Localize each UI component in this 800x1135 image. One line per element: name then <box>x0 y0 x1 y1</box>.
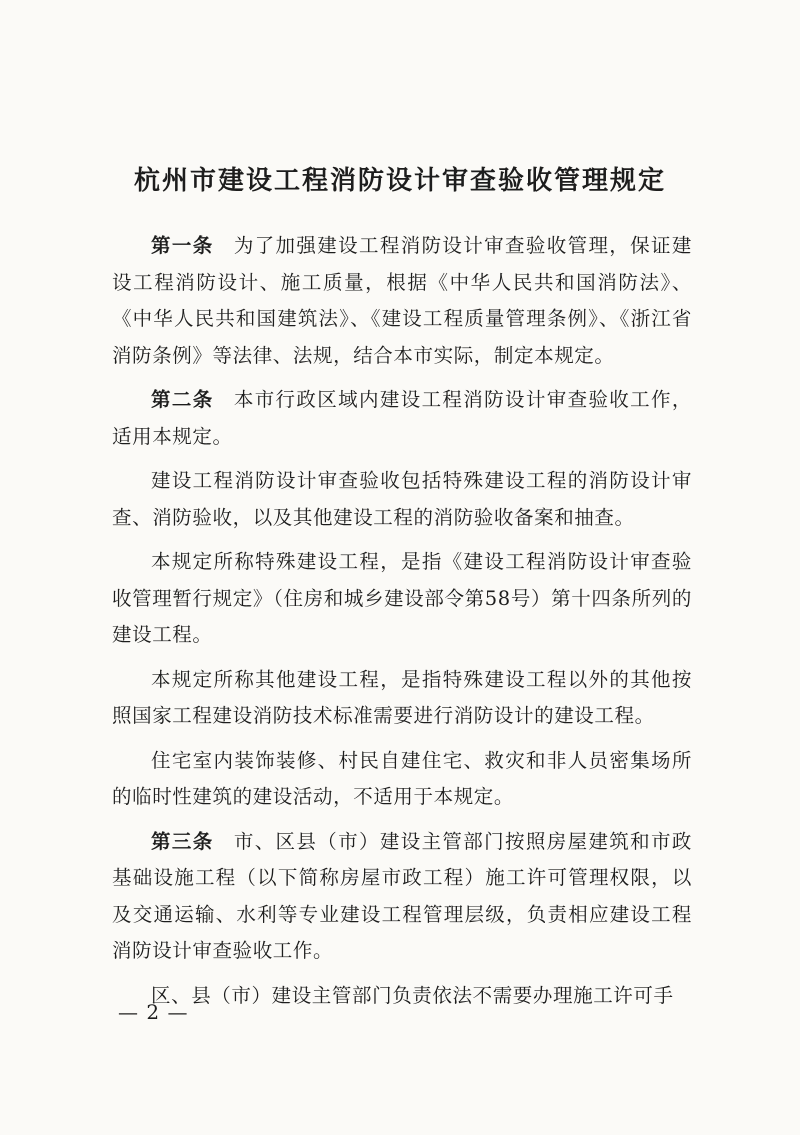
paragraph-text: 市、区县（市）建设主管部门按照房屋建筑和市政基础设施工程（以下简称房屋市政工程）施工许可管理权限，以及交通运输、水利等专业建设工程管理层级，负责相应建设工程消防设计审查验收工作。 <box>112 829 692 962</box>
paragraph-exclusions <box>112 743 692 816</box>
paragraph-article-3 <box>112 824 692 970</box>
document-title: 杭州市建设工程消防设计审查验收管理规定 <box>133 166 666 196</box>
document-body <box>112 228 692 1022</box>
paragraph-special-definition <box>112 544 692 654</box>
paragraph-article-2 <box>112 382 692 455</box>
article-label: 第三条 <box>151 829 214 853</box>
paragraph-article-1 <box>112 228 692 374</box>
paragraph-text: 区、县（市）建设主管部门负责依法不需要办理施工许可手 <box>151 983 674 1007</box>
paragraph-text: 本规定所称其他建设工程，是指特殊建设工程以外的其他按照国家工程建设消防技术标准需要进行消防设计的建设工程。 <box>112 667 692 727</box>
paragraph-text: 本规定所称特殊建设工程，是指《建设工程消防设计审查验收管理暂行规定》（住房和城乡建设部令第58号）第十四条所列的建设工程。 <box>112 550 692 646</box>
paragraph-district-duty <box>112 978 692 1015</box>
paragraph-text: 住宅室内装饰装修、村民自建住宅、救灾和非人员密集场所的临时性建筑的建设活动，不适用于本规定。 <box>112 748 692 808</box>
paragraph-text: 建设工程消防设计审查验收包括特殊建设工程的消防设计审查、消防验收，以及其他建设工程的消防验收备案和抽查。 <box>112 469 692 529</box>
paragraph-other-definition <box>112 662 692 735</box>
page-number: — 2 — <box>118 1000 189 1024</box>
paragraph-text: 为了加强建设工程消防设计审查验收管理，保证建设工程消防设计、施工质量，根据《中华人民共和国消防法》、《中华人民共和国建筑法》、《建设工程质量管理条例》、《浙江省消防条例》等法律、法规，结合本市实际，制定本规定。 <box>112 234 692 367</box>
paragraph-text: 本市行政区域内建设工程消防设计审查验收工作，适用本规定。 <box>112 388 692 448</box>
paragraph-scope <box>112 463 692 536</box>
article-label: 第二条 <box>151 388 214 411</box>
article-label: 第一条 <box>151 234 214 257</box>
